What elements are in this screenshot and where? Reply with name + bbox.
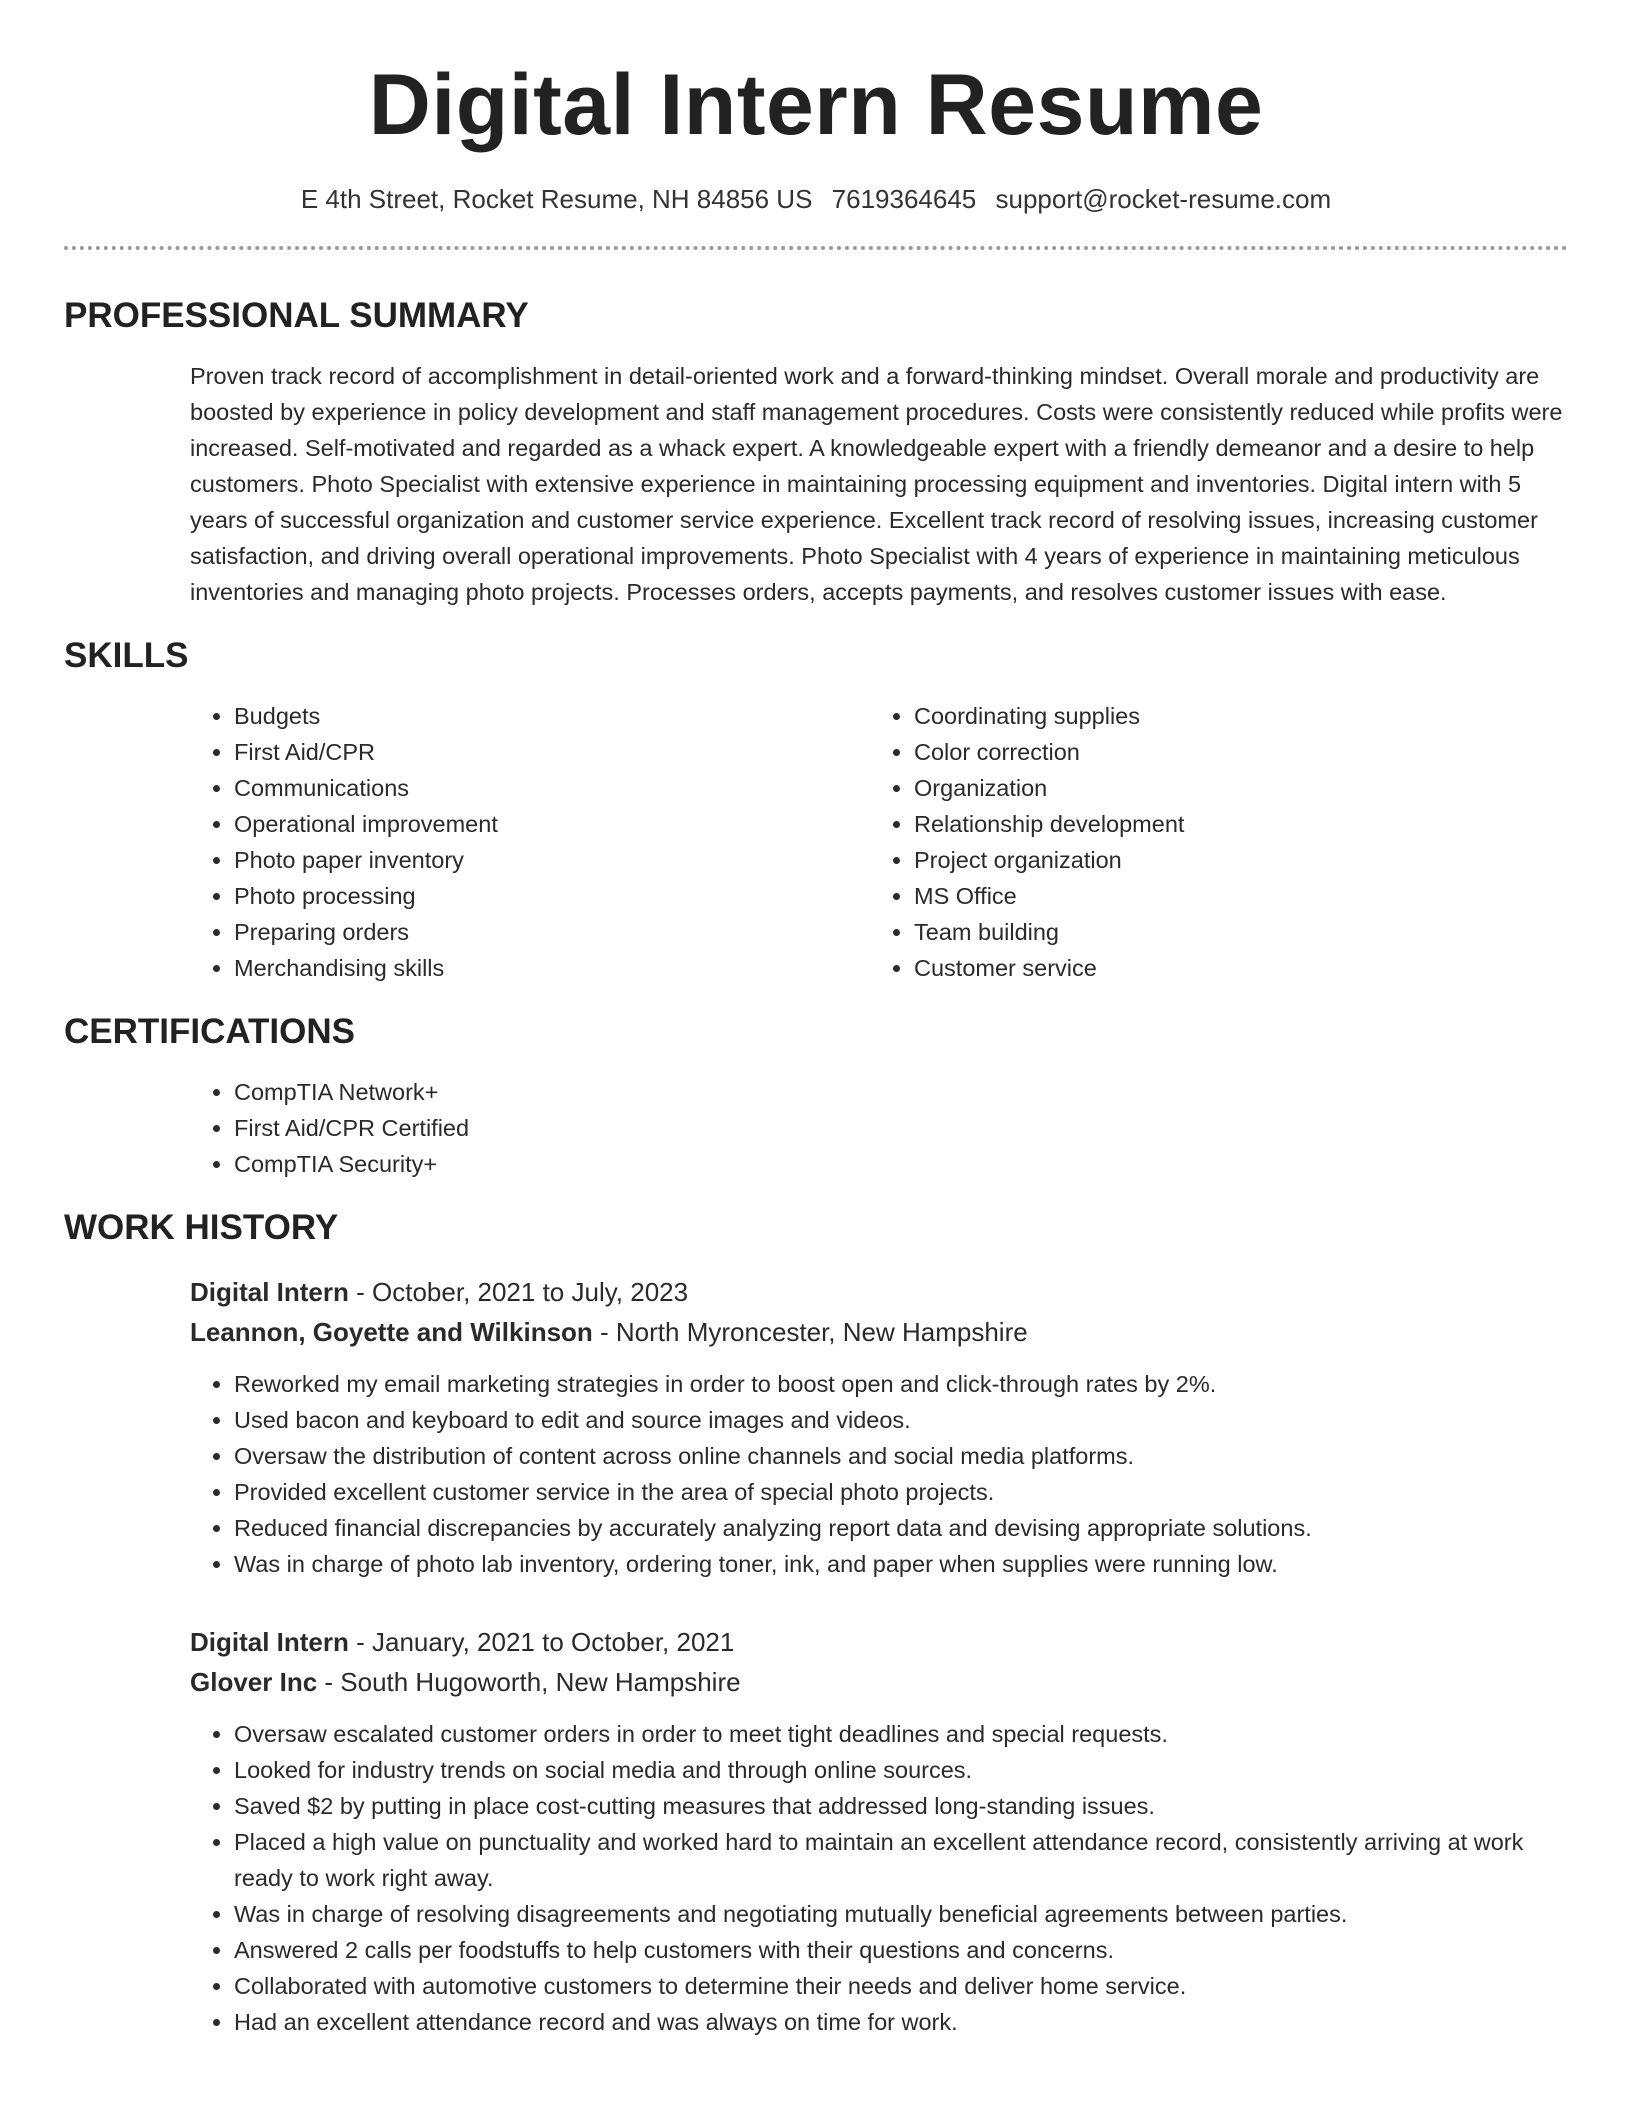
contact-address: E 4th Street, Rocket Resume, NH 84856 US [300, 184, 813, 214]
job-duty-item: • Was in charge of resolving disagreements and negotiating mutually beneficial agreements between parties. [234, 1896, 1568, 1932]
job-duty-item: • Saved $2 by putting in place cost-cutting measures that addressed long-standing issues. [234, 1788, 1568, 1824]
resume-title: Digital Intern Resume [368, 57, 1264, 153]
skill-item: • Color correction [914, 734, 1550, 770]
contact-phone: 7619364645 [831, 184, 977, 214]
job-company-line [190, 1662, 1568, 1702]
job-title-line [190, 1272, 1568, 1312]
skill-item: • MS Office [914, 878, 1550, 914]
job-duty-item: • Collaborated with automotive customers to determine their needs and deliver home service. [234, 1968, 1568, 2004]
job-duty-item: • Answered 2 calls per foodstuffs to help customers with their questions and concerns. [234, 1932, 1568, 1968]
job-duty-item: • Looked for industry trends on social media and through online sources. [234, 1752, 1568, 1788]
contact-email: support@rocket-resume.com [995, 184, 1332, 214]
skills-column-left [190, 698, 870, 986]
skill-item: • Relationship development [914, 806, 1550, 842]
job-location: - South Hugoworth, New Hampshire [317, 1667, 741, 1697]
job-company: Glover Inc [190, 1667, 318, 1697]
summary-heading: PROFESSIONAL SUMMARY [64, 296, 529, 335]
skill-item: • Organization [914, 770, 1550, 806]
skills-list [190, 698, 1568, 986]
job-dates: - January, 2021 to October, 2021 [348, 1627, 735, 1657]
job-role: Digital Intern [190, 1627, 349, 1657]
job-duty-item: • Had an excellent attendance record and was always on time for work. [234, 2004, 1568, 2040]
skill-item: • Customer service [914, 950, 1550, 986]
job-duties [190, 1366, 1568, 1582]
skill-item: • Merchandising skills [234, 950, 870, 986]
job-duty-item: • Reduced financial discrepancies by accurately analyzing report data and devising appropriate solutions. [234, 1510, 1568, 1546]
certification-item: • CompTIA Security+ [234, 1146, 1568, 1182]
contact-line [64, 182, 1568, 216]
job-duty-item: • Oversaw the distribution of content across online channels and social media platforms. [234, 1438, 1568, 1474]
job-duty-item: • Placed a high value on punctuality and worked hard to maintain an excellent attendance record, consistently arriving at work ready to work right away. [234, 1824, 1568, 1896]
skill-item: • First Aid/CPR [234, 734, 870, 770]
skill-item: • Photo paper inventory [234, 842, 870, 878]
work-history-heading: WORK HISTORY [64, 1208, 339, 1247]
skill-item: • Project organization [914, 842, 1550, 878]
job-entry [190, 1622, 1568, 2040]
job-duties [190, 1716, 1568, 2040]
header-divider [64, 246, 1568, 250]
job-location: - North Myroncester, New Hampshire [592, 1317, 1028, 1347]
job-role: Digital Intern [190, 1277, 349, 1307]
skill-item: • Budgets [234, 698, 870, 734]
skills-column-right [870, 698, 1550, 986]
job-company: Leannon, Goyette and Wilkinson [190, 1317, 593, 1347]
skill-item: • Operational improvement [234, 806, 870, 842]
skill-item: • Team building [914, 914, 1550, 950]
summary-text: Proven track record of accomplishment in detail-oriented work and a forward-thinking mindset. Overall morale and productivity are boosted by experience in policy development and staff management procedures. Costs were consistently reduced while profits were increased. Self-motivated and regarded as a whack expert. A knowledgeable expert with a friendly demeanor and a desire to help customers. Photo Specialist with extensive experience in maintaining processing equipment and inventories. Digital intern with 5 years of successful organization and customer service experience. Excellent track record of resolving issues, increasing customer satisfaction, and driving overall operational improvements. Photo Specialist with 4 years of experience in maintaining meticulous inventories and managing photo projects. Processes orders, accepts payments, and resolves customer issues with ease. [190, 363, 1563, 605]
certifications-list [190, 1074, 1568, 1182]
job-title-line [190, 1622, 1568, 1662]
skill-item: • Preparing orders [234, 914, 870, 950]
skill-item: • Coordinating supplies [914, 698, 1550, 734]
job-duty-item: • Used bacon and keyboard to edit and source images and videos. [234, 1402, 1568, 1438]
job-entry [190, 1272, 1568, 1582]
skills-heading: SKILLS [64, 636, 189, 675]
certifications-heading: CERTIFICATIONS [64, 1012, 356, 1051]
skill-item: • Photo processing [234, 878, 870, 914]
job-dates: - October, 2021 to July, 2023 [348, 1277, 689, 1307]
job-duty-item: • Oversaw escalated customer orders in order to meet tight deadlines and special requests. [234, 1716, 1568, 1752]
certification-item: • CompTIA Network+ [234, 1074, 1568, 1110]
job-duty-item: • Provided excellent customer service in the area of special photo projects. [234, 1474, 1568, 1510]
certification-item: • First Aid/CPR Certified [234, 1110, 1568, 1146]
job-company-line [190, 1312, 1568, 1352]
job-duty-item: • Reworked my email marketing strategies in order to boost open and click-through rates by 2%. [234, 1366, 1568, 1402]
job-duty-item: • Was in charge of photo lab inventory, ordering toner, ink, and paper when supplies were running low. [234, 1546, 1568, 1582]
skill-item: • Communications [234, 770, 870, 806]
